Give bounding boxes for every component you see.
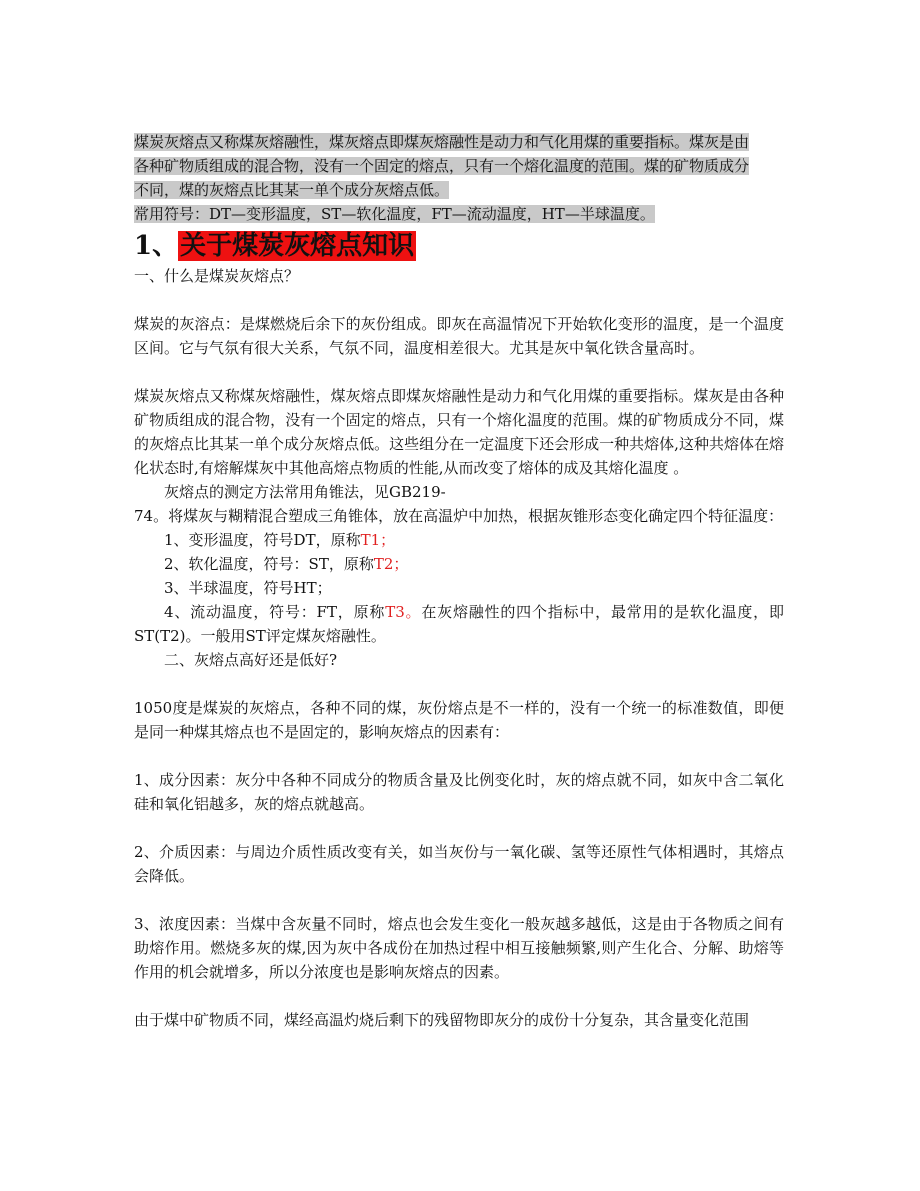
intro-line-1: 煤炭灰熔点又称煤灰熔融性，煤灰熔点即煤灰熔融性是动力和气化用煤的重要指标。煤灰是由 — [134, 133, 750, 151]
melting-paragraph: 煤炭灰熔点又称煤灰熔融性，煤灰熔点即煤灰熔融性是动力和气化用煤的重要指标。煤灰是由各种矿物质组成的混合物，没有一个固定的熔点，只有一个熔化温度的范围。煤的矿物质成分不同，煤的灰熔点比其某一单个成分灰熔点低。这些组分在一定温度下还会形成一种共熔体,这种共熔体在熔化状态时,有熔解煤灰中其他高熔点物质的性能,从而改变了熔体的成及其熔化温度 。 — [134, 387, 784, 477]
section2-question: 二、灰熔点高好还是低好? — [164, 651, 338, 669]
temp-item-2: 2、软化温度，符号：ST，原称T2； — [164, 555, 409, 573]
temp-item-4: 4、流动温度，符号：FT，原称T3。在灰熔融性的四个指标中，最常用的是软化温度，即ST(T2)。一般用ST评定煤灰熔融性。 — [134, 603, 784, 645]
symbols-line: 常用符号：DT—变形温度，ST—软化温度，FT—流动温度，HT—半球温度。 — [134, 205, 655, 223]
factor-3: 3、浓度因素：当煤中含灰量不同时，熔点也会发生变化一般灰越多越低，这是由于各物质之间有助熔作用。燃烧多灰的煤,因为灰中各成份在加热过程中相互接触频繁,则产生化合、分解、助熔等作用的机会就增多，所以分浓度也是影响灰熔点的因素。 — [134, 915, 784, 981]
temp-item-1: 1、变形温度，符号DT，原称T1； — [164, 531, 396, 549]
method-line-1: 灰熔点的测定方法常用角锥法，见GB219- — [164, 483, 446, 501]
factor-1: 1、成分因素：灰分中各种不同成分的物质含量及比例变化时，灰的熔点就不同，如灰中含二氧化硅和氧化铝越多，灰的熔点就越高。 — [134, 771, 784, 813]
factor-2: 2、介质因素：与周边介质性质改变有关，如当灰份与一氧化碳、氢等还原性气体相遇时，其熔点会降低。 — [134, 843, 784, 885]
heading-title: 关于煤炭灰熔点知识 — [180, 231, 415, 261]
intro-line-3: 不同，煤的灰熔点比其某一单个成分灰熔点低。 — [134, 181, 450, 199]
temp-item-3: 3、半球温度，符号HT； — [164, 579, 332, 597]
section1-question: 一、什么是煤炭灰熔点？ — [134, 267, 300, 285]
section-heading — [134, 228, 784, 264]
intro-block — [134, 130, 784, 226]
intro-line-2: 各种矿物质组成的混合物，没有一个固定的熔点，只有一个熔化温度的范围。煤的矿物质成分 — [134, 157, 750, 175]
last-paragraph: 由于煤中矿物质不同，煤经高温灼烧后剩下的残留物即灰分的成份十分复杂，其含量变化范围 — [134, 1011, 750, 1029]
definition-paragraph: 煤炭的灰溶点：是煤燃烧后余下的灰份组成。即灰在高温情况下开始软化变形的温度，是一个温度区间。它与气氛有很大关系，气氛不同，温度相差很大。尤其是灰中氧化铁含量高时。 — [134, 315, 784, 357]
document-page — [134, 130, 784, 1032]
section2-intro: 1050度是煤炭的灰熔点，各种不同的煤，灰份熔点是不一样的，没有一个统一的标准数值，即便是同一种煤其熔点也不是固定的，影响灰熔点的因素有： — [134, 699, 784, 741]
heading-number: 1、 — [134, 231, 179, 261]
method-line-2: 74。将煤灰与糊精混合塑成三角锥体，放在高温炉中加热，根据灰锥形态变化确定四个特征温度： — [134, 507, 784, 525]
